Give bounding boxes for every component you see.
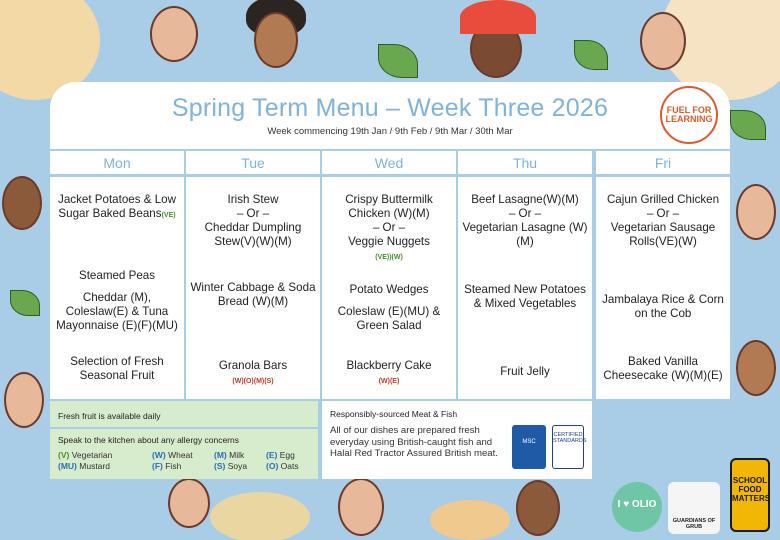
day-heading: Wed	[322, 151, 456, 177]
allergen-item: (F) Fish	[152, 461, 182, 471]
allergen-item: (V) Vegetarian	[58, 450, 113, 460]
side-dish: Potato Wedges	[349, 283, 429, 296]
decor-face	[150, 6, 198, 62]
decor-basket	[430, 500, 510, 540]
day-column-thu	[458, 151, 592, 399]
sourcing-heading: Responsibly-sourced Meat & Fish	[330, 409, 458, 419]
side-dish: Cheddar (M), Coleslaw(E) & Tuna Mayonnaise (E)(F)(MU)	[56, 291, 178, 332]
allergen-tag: (VE))(W)	[375, 254, 403, 261]
side-dish: Coleslaw (E)(MU) & Green Salad	[337, 305, 441, 332]
allergen-item: (S) Soya	[214, 461, 248, 471]
allergen-item: (O) Oats	[266, 461, 299, 471]
side-dish: Steamed New Potatoes & Mixed Vegetables	[464, 283, 586, 310]
allergy-heading: Speak to the kitchen about any allergy concerns	[58, 435, 239, 445]
allergen-tag: (VE)	[161, 212, 176, 219]
msc-logo: MSC	[512, 425, 546, 469]
day-column-mon	[50, 151, 184, 399]
main-dish: Jacket Potatoes & Low Sugar Baked Beans(VE)	[58, 193, 176, 220]
side-dish: Winter Cabbage & Soda Bread (W)(M)	[190, 281, 316, 308]
allergen-tag: (W)(O)(M)(S)	[232, 378, 274, 385]
dessert: Granola Bars (W)(O)(M)(S)	[218, 359, 288, 385]
decor-leaf	[730, 110, 766, 140]
fuel-for-learning-logo: FUEL FOR LEARNING	[660, 86, 718, 144]
decor-leaf	[10, 290, 40, 316]
sourcing-text: All of our dishes are prepared fresh everyday using British-caught fish and Halal Red Tractor Assured British meat.	[330, 425, 498, 460]
allergen-tag: (W)(E)	[378, 378, 400, 385]
school-food-matters-logo: SCHOOL FOOD MATTERS	[730, 458, 770, 532]
decor-face	[338, 478, 384, 536]
allergen-item: (E) Egg	[266, 450, 295, 460]
allergen-legend	[58, 450, 318, 471]
red-tractor-logo: CERTIFIED STANDARDS	[552, 425, 584, 469]
decor-face	[254, 12, 298, 68]
decor-face	[168, 478, 210, 528]
dessert: Selection of Fresh Seasonal Fruit	[70, 355, 164, 382]
allergen-item: (W) Wheat	[152, 450, 193, 460]
day-heading: Mon	[50, 151, 184, 177]
allergen-item: (MU) Mustard	[58, 461, 110, 471]
decor-face	[2, 176, 42, 230]
main-dish: Irish Stew – Or – Cheddar Dumpling Stew(V)(W)(M)	[204, 193, 302, 248]
dessert: Fruit Jelly	[500, 365, 550, 378]
main-dish: Beef Lasagne(W)(M) – Or – Vegetarian Lasagne (W)(M)	[462, 193, 588, 248]
decor-face	[736, 184, 776, 240]
fresh-fruit-note: Fresh fruit is available daily	[50, 401, 318, 427]
day-heading: Tue	[186, 151, 320, 177]
olio-logo: I ♥ OLIO	[612, 482, 662, 532]
allergy-key	[50, 429, 318, 479]
day-column-wed	[322, 151, 456, 399]
decor-face	[640, 12, 686, 70]
dessert: Blackberry Cake (W)(E)	[346, 359, 432, 385]
decor-plate	[210, 492, 310, 540]
decor-leaf	[378, 44, 418, 78]
side-dish: Steamed Peas	[78, 269, 156, 282]
main-dish: Crispy Buttermilk Chicken (W)(M) – Or – Veggie Nuggets (VE))(W)	[345, 193, 433, 261]
main-dish: Cajun Grilled Chicken – Or – Vegetarian Sausage Rolls(VE)(W)	[606, 193, 720, 248]
sourcing-info	[322, 401, 592, 479]
decor-leaf	[574, 40, 608, 70]
day-heading: Fri	[596, 151, 730, 177]
side-dish: Jambalaya Rice & Corn on the Cob	[602, 293, 724, 320]
decor-face	[4, 372, 44, 428]
decor-face	[516, 480, 560, 536]
day-heading: Thu	[458, 151, 592, 177]
day-column-fri	[596, 151, 730, 399]
page-subtitle: Week commencing 19th Jan / 9th Feb / 9th Mar / 30th Mar	[267, 126, 513, 137]
menu-header	[50, 82, 730, 149]
dessert: Baked Vanilla Cheesecake (W)(M)(E)	[603, 355, 723, 382]
guardians-of-grub-logo: GUARDIANS OF GRUB	[668, 482, 720, 534]
day-column-tue	[186, 151, 320, 399]
allergen-item: (M) Milk	[214, 450, 245, 460]
decor-face	[736, 340, 776, 396]
page-title: Spring Term Menu – Week Three 2026	[171, 94, 609, 122]
decor-umbrella-hat	[460, 0, 536, 34]
